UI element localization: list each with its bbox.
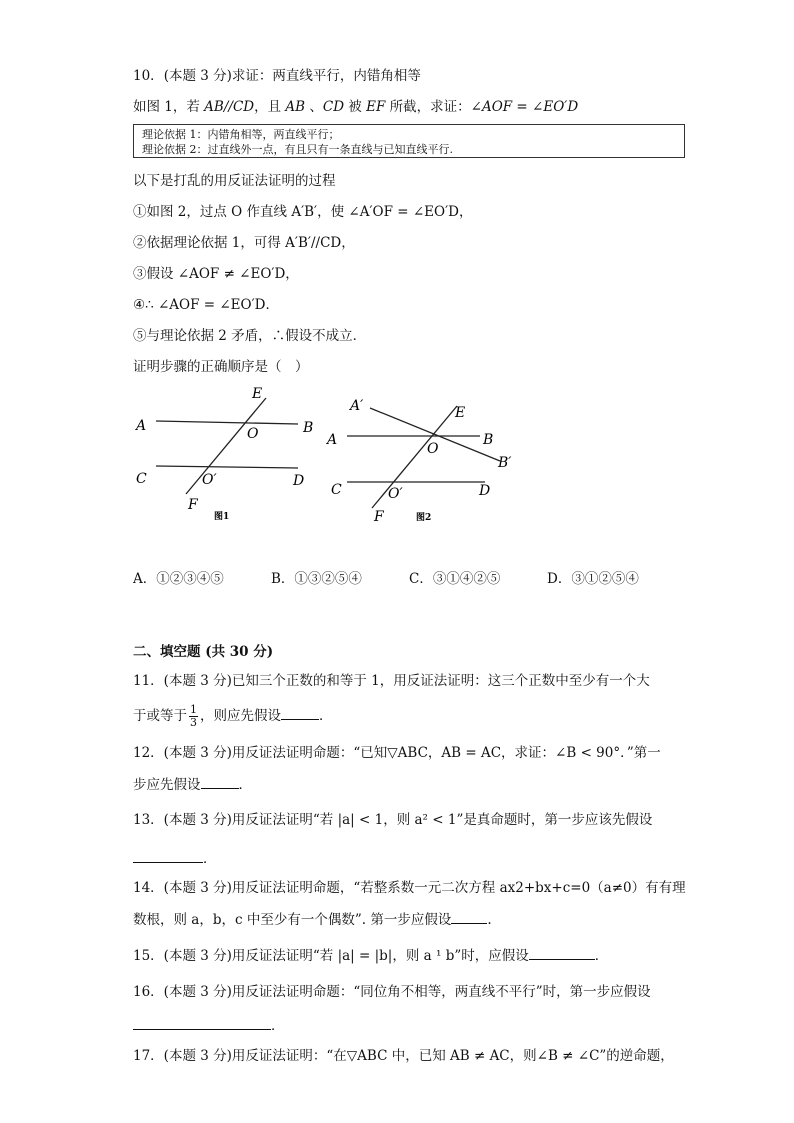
fig1-caption: 图1 — [214, 512, 230, 522]
line-cd — [156, 466, 298, 468]
label-o-2: O — [427, 441, 439, 457]
q13-line-1: 13．(本题 3 分)用反证法证明“若 |a| < 1，则 a² < 1”是真命题时，第一步应该先假设 — [133, 812, 653, 828]
q12-line-1: 12．(本题 3 分)用反证法证明命题：“已知▽ABC，AB = AC，求证：∠B < 90°．”第一 — [133, 745, 661, 761]
label-a-2: A — [327, 432, 338, 448]
figure-2 — [325, 390, 530, 530]
line-ef — [186, 398, 266, 494]
q15-line-1: 15．(本题 3 分)用反证法证明“若 |a| = |b|，则 a ¹ b”时，应假设 ． — [133, 945, 608, 966]
label-f: F — [188, 497, 198, 513]
q12-line-2: 步应先假设 ． — [133, 774, 252, 795]
label-e-2: E — [455, 405, 466, 421]
label-b-prime: B′ — [498, 455, 512, 471]
q13-line-2: ． — [133, 848, 217, 869]
figure-1 — [130, 380, 320, 525]
q14-line-2: 数根，则 a，b，c 中至少有一个偶数”. 第一步应假设 . — [133, 909, 492, 930]
label-c-2: C — [331, 482, 342, 498]
label-c: C — [136, 471, 147, 487]
option-d[interactable]: D．③①②⑤④ — [547, 571, 639, 587]
q10-given: 如图 1，若 AB//CD，且 AB 、CD 被 EF 所截，求证：∠AOF = ∠EO′D — [133, 99, 579, 115]
answer-blank-16[interactable] — [133, 1015, 271, 1030]
fraction-one-third: $\frac{1}{3}$ — [190, 703, 197, 729]
q10-stem: 10．(本题 3 分)求证：两直线平行，内错角相等 — [133, 68, 421, 84]
label-b: B — [303, 420, 314, 436]
answer-blank-11[interactable] — [281, 705, 319, 720]
option-b[interactable]: B．①③②⑤④ — [271, 571, 362, 587]
q10-question: 证明步骤的正确顺序是（ ） — [133, 359, 309, 375]
label-b-2: B — [483, 432, 494, 448]
q16-line-2: ． — [133, 1015, 285, 1036]
q10-step-4: ④∴ ∠AOF = ∠EO′D． — [133, 297, 279, 313]
theory-basis-2: 理论依据 2：过直线外一点，有且只有一条直线与已知直线平行. — [142, 143, 453, 156]
answer-blank-14[interactable] — [451, 909, 487, 924]
q11-line-1: 11．(本题 3 分)已知三个正数的和等于 1，用反证法证明：这三个正数中至少有一个大 — [133, 673, 650, 689]
label-o: O — [247, 426, 259, 442]
q10-intro: 以下是打乱的用反证法证明的过程 — [133, 173, 336, 189]
label-o-prime-2: O′ — [388, 486, 403, 502]
label-o-prime: O′ — [202, 472, 217, 488]
q10-step-2: ②依据理论依据 1，可得 A′B′//CD， — [133, 235, 355, 251]
section-title: 二、填空题 (共 30 分) — [133, 644, 274, 660]
label-d: D — [293, 473, 305, 489]
q17-line-1: 17．(本题 3 分)用反证法证明：“在▽ABC 中，已知 AB ≠ AC，则∠B ≠ ∠C”的逆命题， — [133, 1048, 674, 1064]
q14-line-1: 14．(本题 3 分)用反证法证明命题，“若整系数一元二次方程 ax2+bx+c=0（a≠0）有有理 — [133, 880, 686, 896]
q10-step-1: ①如图 2，过点 O 作直线 A′B′，使 ∠A′OF = ∠EO′D， — [133, 204, 473, 220]
label-a: A — [136, 418, 147, 434]
answer-blank-15[interactable] — [529, 945, 595, 960]
theory-basis-1: 理论依据 1：内错角相等，两直线平行； — [142, 128, 340, 141]
option-a[interactable]: A．①②③④⑤ — [133, 571, 224, 587]
line-ef-2 — [372, 406, 457, 508]
fig2-caption: 图2 — [416, 513, 432, 523]
label-a-prime: A′ — [350, 398, 364, 414]
answer-blank-13[interactable] — [133, 848, 203, 863]
q10-step-3: ③假设 ∠AOF ≠ ∠EO′D， — [133, 266, 299, 282]
theory-basis-box — [133, 124, 685, 158]
q11-line-2: 于或等于 $\frac{1}{3}$ ，则应先假设 ． — [133, 703, 333, 729]
q16-line-1: 16．(本题 3 分)用反证法证明命题：“同位角不相等，两直线不平行”时，第一步应假设 — [133, 984, 651, 1000]
label-f-2: F — [374, 509, 384, 525]
label-e: E — [252, 386, 263, 402]
label-d-2: D — [479, 483, 491, 499]
line-ab — [156, 421, 298, 424]
q10-step-5: ⑤与理论依据 2 矛盾，∴假设不成立． — [133, 328, 367, 344]
option-c[interactable]: C．③①④②⑤ — [409, 571, 501, 587]
answer-blank-12[interactable] — [201, 774, 239, 789]
